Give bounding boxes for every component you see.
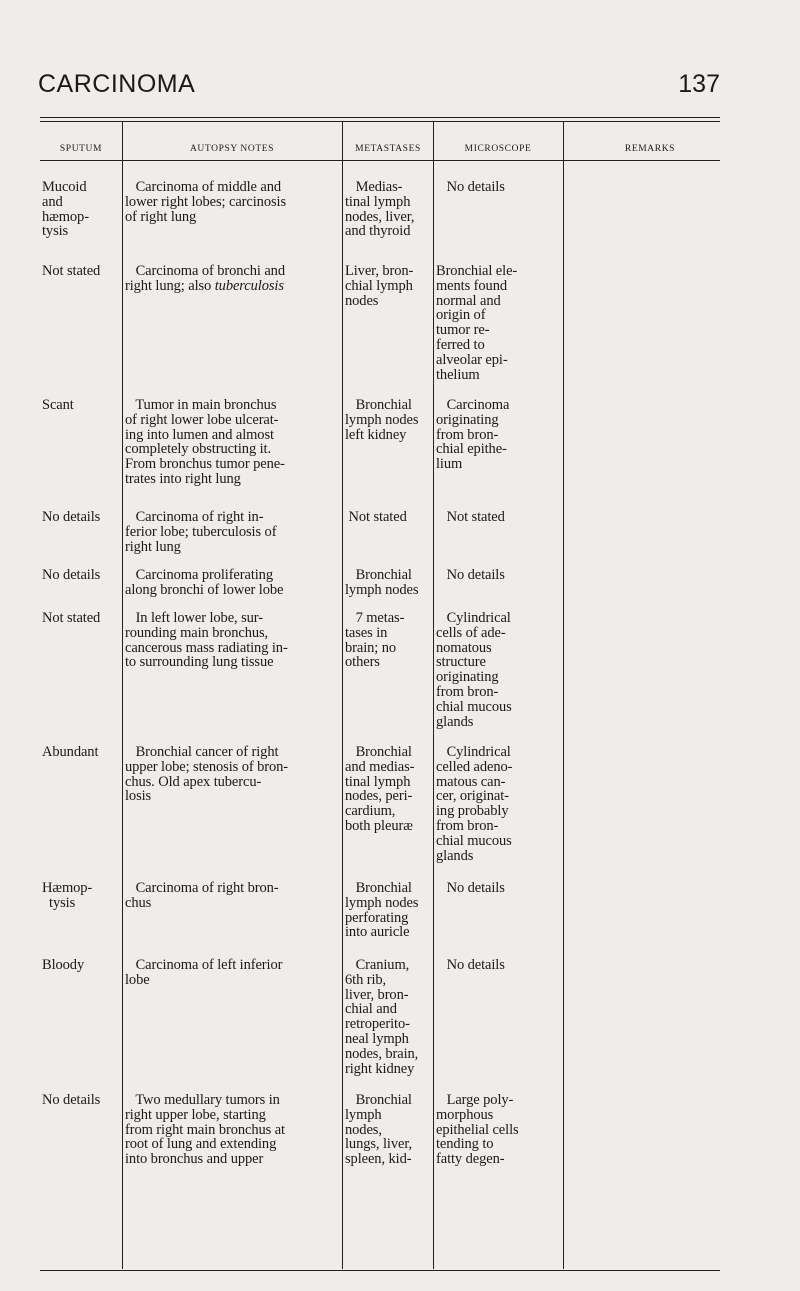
cell-microscope: No details [436, 957, 505, 973]
page-number: 137 [678, 70, 720, 98]
cell-metastases: Bronchial lymph nodes left kidney [345, 397, 419, 443]
cell-sputum: No details [42, 567, 101, 583]
cell-metastases: Bronchial lymph nodes [345, 567, 419, 598]
column-divider [563, 122, 564, 1269]
cell-autopsy-notes: Bronchial cancer of right upper lobe; stenosis of bron- chus. Old apex tubercu- losis [125, 744, 289, 805]
cell-autopsy-notes: Carcinoma proliferating along bronchi of lower lobe [125, 567, 284, 598]
column-divider [122, 122, 123, 1269]
cell-microscope: Bronchial ele- ments found normal and origin of tumor re- ferred to alveolar epi- thelium [436, 263, 518, 383]
cell-sputum: Abundant [42, 744, 99, 760]
cell-sputum: Mucoid and hæmop- tysis [42, 179, 89, 240]
column-header-autopsy: AUTOPSY NOTES [189, 144, 275, 154]
cell-autopsy-notes: Two medullary tumors in right upper lobe, starting from right main bronchus at root of lung and extending into bronchus and upper [125, 1092, 285, 1168]
cell-metastases: Bronchial lymph nodes, lungs, liver, spleen, kid- [345, 1092, 412, 1168]
cell-microscope: Large poly- morphous epithelial cells tending to fatty degen- [436, 1092, 519, 1168]
cell-sputum: No details [42, 1092, 101, 1108]
cell-autopsy-notes: Carcinoma of right in- ferior lobe; tuberculosis of right lung [125, 509, 277, 555]
cell-sputum: Bloody [42, 957, 85, 973]
column-divider [433, 122, 434, 1269]
column-header-microscope: MICROSCOPE [464, 144, 532, 154]
cell-autopsy-notes: In left lower lobe, sur- rounding main bronchus, cancerous mass radiating in- to surrounding lung tissue [125, 610, 288, 671]
running-title: CARCINOMA [38, 70, 196, 98]
cell-metastases: Medias- tinal lymph nodes, liver, and thyroid [345, 179, 415, 240]
cell-microscope: No details [436, 880, 505, 896]
column-header-remarks: REMARKS [624, 144, 676, 154]
column-divider [342, 122, 343, 1269]
cell-microscope: Carcinoma originating from bron- chial epithe- lium [436, 397, 510, 473]
cell-microscope: Not stated [436, 509, 505, 525]
cell-sputum: No details [42, 509, 101, 525]
page-header [38, 70, 720, 110]
cell-microscope: Cylindrical celled adeno- matous can- cer, originat- ing probably from bron- chial mucous glands [436, 744, 513, 864]
header-underline [40, 160, 720, 161]
cell-metastases: Not stated [345, 509, 407, 525]
cell-autopsy-notes: Carcinoma of right bron- chus [125, 880, 279, 911]
cell-sputum: Not stated [42, 610, 101, 626]
table-top-rule [40, 117, 720, 118]
table-top-rule-inner [40, 121, 720, 122]
cell-metastases: Bronchial lymph nodes perforating into auricle [345, 880, 419, 941]
cell-sputum: Not stated [42, 263, 101, 279]
cell-sputum: Scant [42, 397, 74, 413]
column-header-metastases: METASTASES [355, 144, 421, 154]
cell-microscope: Cylindrical cells of ade- nomatous structure originating from bron- chial mucous glands [436, 610, 512, 730]
cell-autopsy-notes: Tumor in main bronchus of right lower lobe ulcerat- ing into lumen and almost completely obstructing it. From bronchus tumor pene- trates into right lung [125, 397, 285, 487]
cell-metastases: 7 metas- tases in brain; no others [345, 610, 405, 671]
cell-metastases: Bronchial and medias- tinal lymph nodes, peri- cardium, both pleuræ [345, 744, 415, 834]
cell-autopsy-notes: Carcinoma of middle and lower right lobes; carcinosis of right lung [125, 179, 286, 225]
column-header-sputum: SPUTUM [59, 144, 103, 154]
cell-microscope: No details [436, 567, 505, 583]
table-bottom-rule [40, 1270, 720, 1271]
cell-sputum: Hæmop- tysis [42, 880, 93, 911]
cell-autopsy-notes: Carcinoma of left inferior lobe [125, 957, 283, 988]
cell-microscope: No details [436, 179, 505, 195]
cell-metastases: Liver, bron- chial lymph nodes [345, 263, 414, 309]
cell-autopsy-notes: Carcinoma of bronchi and right lung; also tuberculosis [125, 263, 285, 294]
cell-metastases: Cranium, 6th rib, liver, bron- chial and retroperito- neal lymph nodes, brain, right kidney [345, 957, 419, 1077]
